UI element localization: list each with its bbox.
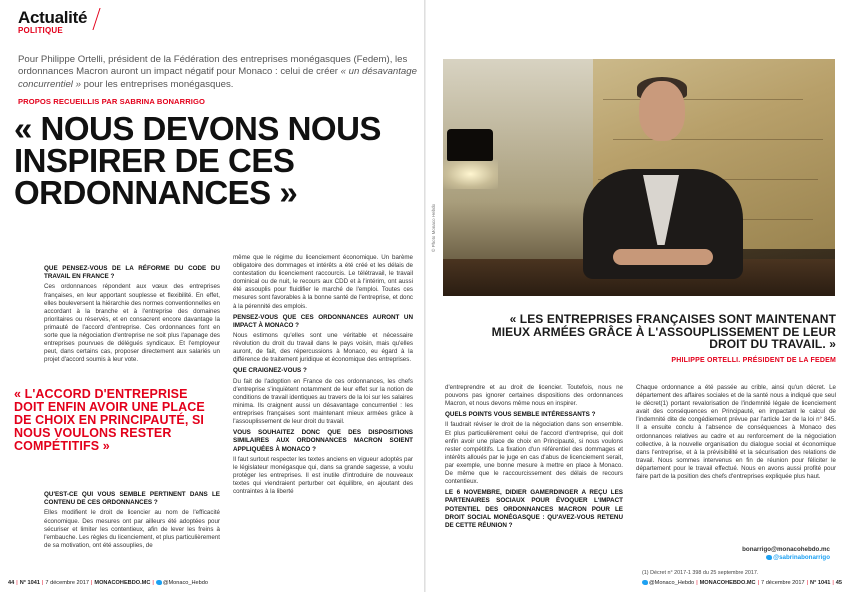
interview-answer: Chaque ordonnance a été passée au crible, ainsi qu'un décret. Le département des affaires sociales et de la santé nous a indiqué que seul le décret(1) portant revalorisation de l'indemnité légale de licenciement avait des conséquences en Principauté, en impactant le calcul de l'indemnité dite de congédiement prévue par l'article 1er de la loi n° 845. Il a ensuite conclu à l'absence de conséquences à Monaco des ordonnances relatives au cadre et au renforcement de la négociation collective, à la nouvelle organisation du dialogue social et économique dans l'entreprise, et à la prévisibilité et la sécurisation des relations de travail. Nous sommes intervenus en fin de réunion pour féliciter le département pour le travail effectué. Nous en avons aussi profité pour faire part de la position des chefs d'entreprises expliquée plus haut. xyxy=(636,384,836,481)
interview-answer: même que le régime du licenciement économique. Un barème obligatoire des dommages et intérêts a été créé et les délais de contestation du licenciement raccourcis. Le télétravail, le travail dominical ou de nuit, le recours aux CDD et à l'intérim, ont aussi été assouplis pour fluidifier le marché de l'emploi. Toutes ces mesures sont favorables à la bonne santé de l'entreprise, et donc à la pérennité des emplois. xyxy=(233,254,413,310)
photo-lamp xyxy=(447,129,493,161)
issue-left: N° 1041 xyxy=(19,580,40,586)
photo-credit: © Photo Monaco Hebdo xyxy=(431,203,436,252)
footer-right: @Monaco_Hebdo | MONACOHEBDO.MC | 7 décembre 2017 | N° 1041 | 45 xyxy=(638,580,842,586)
rubric-title: Actualité xyxy=(18,8,88,27)
footer-left: 44 | N° 1041 | 7 décembre 2017 | MONACOHEBDO.MC | @Monaco_Hebdo xyxy=(8,580,208,586)
rubric-section: POLITIQUE xyxy=(18,26,63,35)
author-contact xyxy=(630,546,830,562)
article-column-3 xyxy=(445,384,623,532)
issue-right: N° 1041 xyxy=(810,580,831,586)
page-number-left: 44 xyxy=(8,580,15,586)
interview-answer: Il faudrait réviser le droit de la négociation dans son ensemble. Et plus particulièrement celui de l'accord d'entreprise, qui doit enfin avoir une place de choix en Principauté, si nous voulons rester compétitifs. La fixation d'un référentiel des dommages et intérêts alloués par le juge en cas d'abus de licenciement serait, par exemple, une bonne mesure à mettre en place à Monaco. De même que le raccourcissement des délais de recours contentieux. xyxy=(445,421,623,486)
interview-question: LE 6 NOVEMBRE, DIDIER GAMERDINGER A REÇU LES PARTENAIRES SOCIAUX POUR ÉVOQUER L'IMPACT POTENTIEL DES ORDONNANCES MACRON POUR LE DROIT SOCIAL MONÉGASQUE : QU'AVEZ-VOUS RETENU DE CETTE RÉUNION ? xyxy=(445,489,623,530)
interview-question: PENSEZ-VOUS QUE CES ORDONNANCES AURONT UN IMPACT À MONACO ? xyxy=(233,313,413,329)
article-column-1-bottom xyxy=(44,488,220,552)
section-rubric xyxy=(18,8,87,35)
author-twitter[interactable]: @sabrinabonarrigo xyxy=(630,554,830,562)
twitter-icon xyxy=(766,555,772,560)
rubric-slash-icon xyxy=(92,8,100,30)
interview-answer: Du fait de l'adoption en France de ces ordonnances, les chefs d'entreprise s'inquiètent notamment de leur effet sur la notion de conditions de travail identiques au travers de la loi sur les salaires minima. Ils craignent aussi un désavantage concurrentiel : les entreprises françaises sont maintenant mieux armées grâce à l'assouplissement de leur droit du travail. xyxy=(233,377,413,426)
interview-question: QU'EST-CE QUI VOUS SEMBLE PERTINENT DANS LE CONTENU DE CES ORDONNANCES ? xyxy=(44,491,220,507)
article-column-1 xyxy=(44,262,220,366)
intro-text-emph: « un désavantage concurrentiel » xyxy=(18,66,417,90)
footnote: (1) Décret n° 2017-1 398 du 25 septembre 2017. xyxy=(642,570,759,576)
intro-paragraph xyxy=(18,54,426,91)
intro-text-before: Pour Philippe Ortelli, président de la Fédération des entreprises monégasques (Fedem), les ordonnances Macron auront un impact négatif pour Monaco : celui de créer xyxy=(18,54,408,78)
pullquote-right: « LES ENTREPRISES FRANÇAISES SONT MAINTENANT MIEUX ARMÉES GRÂCE À L'ASSOUPLISSEMENT DE LEUR DROIT DU TRAVAIL. » xyxy=(491,312,836,351)
interview-question: QUE PENSEZ-VOUS DE LA RÉFORME DU CODE DU TRAVAIL EN FRANCE ? xyxy=(44,265,220,281)
interview-question: QUELS POINTS VOUS SEMBLE INTÉRESSANTS ? xyxy=(445,411,596,419)
interview-question: QUE CRAIGNEZ-VOUS ? xyxy=(233,367,307,375)
site-right[interactable]: MONACOHEBDO.MC xyxy=(699,580,756,586)
interview-answer: d'entreprendre et au droit de licencier. Toutefois, nous ne pouvons pas ignorer certaines dispositions des ordonnances Macron, et nous devons même nous en inspirer. xyxy=(445,384,623,408)
date-right: 7 décembre 2017 xyxy=(761,580,805,586)
interview-answer: Ces ordonnances répondent aux vœux des entreprises françaises, en leur apportant souplesse et flexibilité. En effet, elles bouleversent la hiérarchie des normes conventionnelles en accordant à la branche et à l'entreprise des domaines prioritaires ou réservés, et en consacrent encore davantage la primauté de l'accord d'entreprise. Ces ordonnances font en sorte que la négociation d'entreprise ne soit plus l'apanage des entreprises pourvues de délégués syndicaux. Et l'employeur peut, dans certains cas, proposer directement aux salariés un projet d'accord soumis à leur vote. xyxy=(44,283,220,364)
intro-text-after: pour les entreprises monégasques. xyxy=(80,78,234,90)
headline: « NOUS DEVONS NOUS INSPIRER DE CES ORDONNANCES » xyxy=(14,110,381,211)
interview-answer: Elles modifient le droit de licencier au nom de l'efficacité économique. Des mesures ont par ailleurs été adoptées pour sécuriser et limiter les contentieux, afin de lever les freins à l'embauche. Les règles du licenciement, et plus particulièrement de sa motivation, ont été assouplies, de xyxy=(44,509,220,549)
article-column-4 xyxy=(636,384,836,483)
interview-question: VOUS SOUHAITEZ DONC QUE DES DISPOSITIONS SIMILAIRES AUX ORDONNANCES MACRON SOIENT APPLIQUÉES À MONACO ? xyxy=(233,429,413,453)
pullquote-right-attribution: PHILIPPE ORTELLI. PRÉSIDENT DE LA FEDEM xyxy=(671,357,836,364)
page-number-right: 45 xyxy=(835,580,842,586)
twitter-icon xyxy=(642,580,648,585)
interview-answer: Nous estimons qu'elles sont une véritable et nécessaire révolution du droit du travail dans le pays voisin, mais qu'elles auront, de fait, des répercussions à Monaco, eu égard à la différence de traitement juridique et économique des entreprises. xyxy=(233,332,413,364)
date-left: 7 décembre 2017 xyxy=(45,580,89,586)
site-left[interactable]: MONACOHEBDO.MC xyxy=(94,580,151,586)
interview-answer: Il faut surtout respecter les textes anciens en vigueur adoptés par le législateur monégasque qui, dans sa grande sagesse, a voulu protéger les entreprises. Il est inutile d'introduire de nouveaux textes qui viendraient perturber cet équilibre, en ajoutant des contraintes à la liberté xyxy=(233,455,413,496)
twitter-right[interactable]: @Monaco_Hebdo xyxy=(649,580,695,586)
article-column-2 xyxy=(233,254,413,498)
byline: PROPOS RECUEILLIS PAR SABRINA BONARRIGO xyxy=(18,97,206,106)
pullquote-left: « L'ACCORD D'ENTREPRISE DOIT ENFIN AVOIR UNE PLACE DE CHOIX EN PRINCIPAUTÉ, SI NOUS VOULONS RESTER COMPÉTITIFS » xyxy=(14,387,205,453)
twitter-icon xyxy=(156,580,162,585)
author-email[interactable]: bonarrigo@monacohebdo.mc xyxy=(742,546,830,553)
portrait-photo xyxy=(443,59,835,296)
twitter-left[interactable]: @Monaco_Hebdo xyxy=(162,580,208,586)
